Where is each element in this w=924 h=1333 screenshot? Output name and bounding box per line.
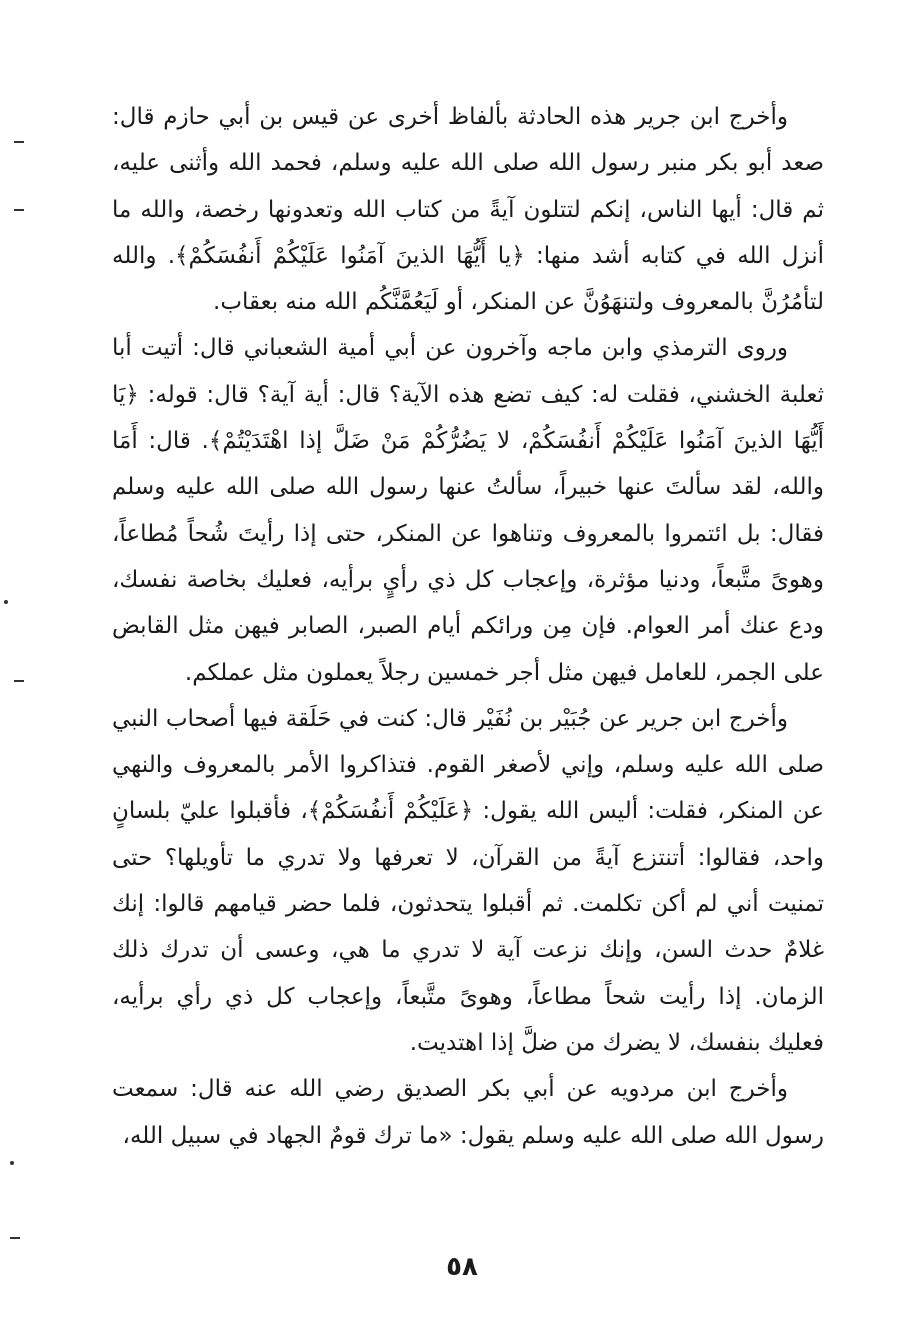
margin-scan-mark [10, 1161, 14, 1165]
paragraph-ibn-jarir-qays: وأخرج ابن جرير هذه الحادثة بألفاظ أخرى عن قيس بن أبي حازم قال: صعد أبو بكر منبر رسول الله صلى الله عليه وسلم، فحمد الله وأثنى عليه، ثم قال: أيها الناس، إنكم لتتلون آيةً من كتاب الله وتعدونها رخصة، والله ما أنزل الله في كتابه أشد منها: ﴿يا أَيُّهَا الذينَ آمَنُوا عَلَيْكُمْ أَنفُسَكُمْ﴾. والله لتأمُرُنَّ بالمعروف ولتنهَوُنَّ عن المنكر، أو لَيَعُمَّنَّكُم الله منه بعقاب. [112, 104, 824, 316]
paragraph-ibn-jarir-jubayr: وأخرج ابن جرير عن جُبَيْر بن نُفَيْر قال: كنت في حَلَقة فيها أصحاب النبي صلى الله عليه وسلم، وإني لأصغر القوم. فتذاكروا الأمر بالمعروف والنهي عن المنكر، فقلت: أليس الله يقول: ﴿عَلَيْكُمْ أَنفُسَكُمْ﴾، فأقبلوا عليّ بلسانٍ واحد، فقالوا: أتنتزع آيةً من القرآن، لا تعرفها ولا تدري ما تأويلها؟ حتى تمنيت أني لم أكن تكلمت. ثم أقبلوا يتحدثون، فلما حضر قيامهم قالوا: إنك غلامٌ حدث السن، وإنك نزعت آية لا تدري ما هي، وعسى أن تدرك ذلك الزمان. إذا رأيت شحاً مطاعاً، وهوىً متَّبعاً، وإعجاب كل ذي رأي برأيه، فعليك بنفسك، لا يضرك من ضلَّ إذا اهتديت. [112, 705, 824, 1056]
paragraph-ibn-marduwayh: وأخرج ابن مردويه عن أبي بكر الصديق رضي الله عنه قال: سمعت رسول الله صلى الله عليه وسلم يقول: «ما ترك قومٌ الجهاد في سبيل الله، [112, 1076, 824, 1149]
margin-scan-mark [4, 600, 8, 604]
margin-scan-mark [14, 209, 24, 211]
margin-scan-mark [10, 1237, 20, 1239]
page-body-text [112, 94, 824, 1159]
page-number: ٥٨ [446, 1252, 478, 1282]
margin-scan-mark [14, 680, 24, 682]
margin-scan-mark [14, 141, 24, 143]
paragraph-tirmidhi-abu-thalaba: وروى الترمذي وابن ماجه وآخرون عن أبي أمية الشعباني قال: أتيت أبا ثعلبة الخشني، فقلت له: كيف تضع هذه الآية؟ قال: أية آية؟ قال: قوله: ﴿يَا أَيُّهَا الذينَ آمَنُوا عَلَيْكُمْ أَنفُسَكُمْ، لا يَضُرُّكُمْ مَنْ ضَلَّ إذا اهْتَدَيْتُمْ﴾. قال: أَمَا والله، لقد سألتَ عنها خبيراً، سألتُ عنها رسول الله صلى الله عليه وسلم فقال: بل ائتمروا بالمعروف وتناهوا عن المنكر، حتى إذا رأيتَ شُحاً مُطاعاً، وهوىً متَّبعاً، ودنيا مؤثرة، وإعجاب كل ذي رأيٍ برأيه، فعليك بخاصة نفسك، ودع عنك أمر العوام. فإن مِن ورائكم أيام الصبر، الصابر فيهن مثل القابض على الجمر، للعامل فيهن مثل أجر خمسين رجلاً يعملون مثل عملكم. [112, 335, 824, 686]
